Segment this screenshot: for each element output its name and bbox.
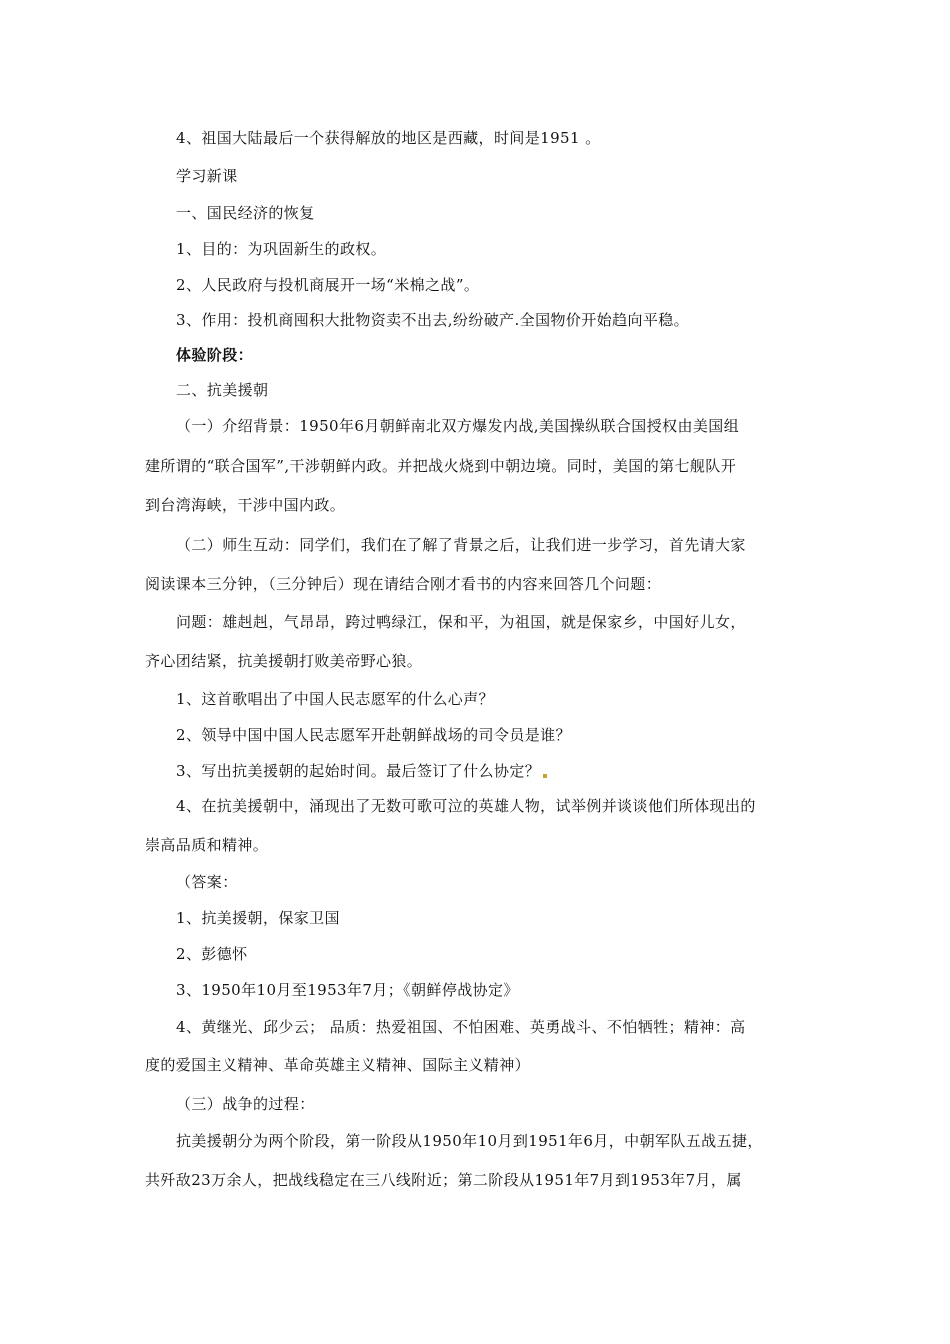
text-line: 问题：雄赳赳，气昂昂，跨过鸭绿江，保和平，为祖国，就是保家乡，中国好儿女， xyxy=(176,613,746,631)
bold-heading: 体验阶段： xyxy=(176,346,254,364)
section-heading: 二、抗美援朝 xyxy=(176,381,269,399)
text-line: 1、抗美援朝，保家卫国 xyxy=(176,909,340,927)
text-line: （答案： xyxy=(176,873,238,891)
text-line: 崇高品质和精神。 xyxy=(145,836,269,854)
highlight-mark xyxy=(543,774,547,778)
text-line xyxy=(176,761,547,781)
text-line: 1、目的：为巩固新生的政权。 xyxy=(176,240,387,258)
text-line: 2、人民政府与投机商展开一场“米棉之战”。 xyxy=(176,276,480,294)
section-heading: 一、国民经济的恢复 xyxy=(176,204,315,222)
text-line: 阅读课本三分钟，（三分钟后）现在请结合刚才看书的内容来回答几个问题： xyxy=(145,575,662,593)
text-line: （三）战争的过程： xyxy=(176,1095,315,1113)
text-line: 度的爱国主义精神、革命英雄主义精神、国际主义精神） xyxy=(145,1056,531,1074)
text-line: 齐心团结紧，抗美援朝打败美帝野心狼。 xyxy=(145,652,423,670)
text-line: 建所谓的“联合国军”,干涉朝鲜内政。并把战火烧到中朝边境。同时，美国的第七舰队开 xyxy=(145,457,737,475)
text-line: 共歼敌23万余人，把战线稳定在三八线附近；第二阶段从1951年7月到1953年7月，属 xyxy=(145,1171,742,1189)
text-line: 抗美援朝分为两个阶段，第一阶段从1950年10月到1951年6月，中朝军队五战五捷， xyxy=(176,1132,763,1150)
text-line: （一）介绍背景：1950年6月朝鲜南北双方爆发内战,美国操纵联合国授权由美国组 xyxy=(176,417,740,435)
text-line: 1、这首歌唱出了中国人民志愿军的什么心声？ xyxy=(176,690,494,708)
text-line: 3、作用：投机商囤积大批物资卖不出去,纷纷破产.全国物价开始趋向平稳。 xyxy=(176,311,690,329)
text-line: 4、祖国大陆最后一个获得解放的地区是西藏，时间是1951 。 xyxy=(176,129,601,147)
text-line-content: 3、写出抗美援朝的起始时间。最后签订了什么协定？ xyxy=(176,762,541,780)
text-line: 3、1950年10月至1953年7月；《朝鲜停战协定》 xyxy=(176,981,519,999)
text-line: 到台湾海峡，干涉中国内政。 xyxy=(145,496,346,514)
section-heading: 学习新课 xyxy=(176,167,238,185)
text-line: （二）师生互动：同学们，我们在了解了背景之后，让我们进一步学习，首先请大家 xyxy=(176,536,746,554)
text-line: 2、彭德怀 xyxy=(176,945,248,963)
text-line: 4、在抗美援朝中，涌现出了无数可歌可泣的英雄人物，试举例并谈谈他们所体现出的 xyxy=(176,797,756,815)
text-line: 2、领导中国中国人民志愿军开赴朝鲜战场的司令员是谁？ xyxy=(176,726,571,744)
text-line: 4、黄继光、邱少云； 品质：热爱祖国、不怕困难、英勇战斗、不怕牺牲；精神：高 xyxy=(176,1018,746,1036)
